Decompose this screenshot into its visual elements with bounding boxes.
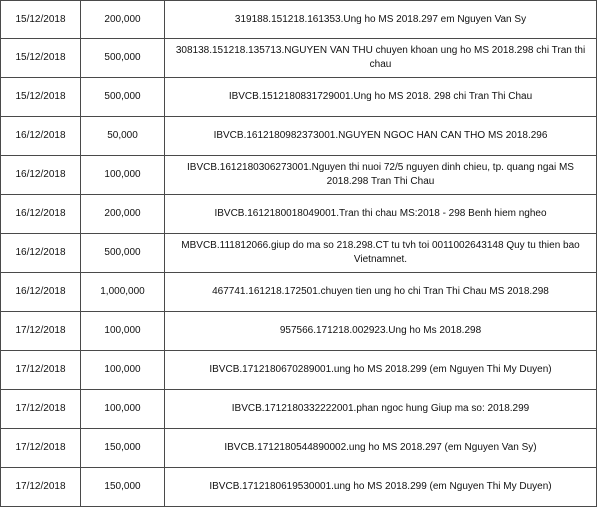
table-row <box>1 1 597 39</box>
description-cell: MBVCB.111812066.giup do ma so 218.298.CT tu tvh toi 0011002643148 Quy tu thien bao Vietnamnet. <box>165 234 597 273</box>
date-cell: 15/12/2018 <box>1 78 81 117</box>
table-body <box>1 1 597 507</box>
table-row <box>1 117 597 156</box>
table-row <box>1 312 597 351</box>
description-cell: 467741.161218.172501.chuyen tien ung ho chi Tran Thi Chau MS 2018.298 <box>165 273 597 312</box>
amount-cell: 100,000 <box>81 312 165 351</box>
date-cell: 15/12/2018 <box>1 1 81 39</box>
table-row <box>1 156 597 195</box>
date-cell: 16/12/2018 <box>1 156 81 195</box>
description-cell: 957566.171218.002923.Ung ho Ms 2018.298 <box>165 312 597 351</box>
date-cell: 15/12/2018 <box>1 39 81 78</box>
table-row <box>1 195 597 234</box>
date-cell: 17/12/2018 <box>1 429 81 468</box>
amount-cell: 500,000 <box>81 39 165 78</box>
amount-cell: 100,000 <box>81 351 165 390</box>
table-row <box>1 78 597 117</box>
date-cell: 17/12/2018 <box>1 312 81 351</box>
table-row <box>1 273 597 312</box>
description-cell: IBVCB.1612180306273001.Nguyen thi nuoi 72/5 nguyen dinh chieu, tp. quang ngai MS 2018.298 Tran Thi Chau <box>165 156 597 195</box>
date-cell: 16/12/2018 <box>1 234 81 273</box>
description-cell: IBVCB.1612180982373001.NGUYEN NGOC HAN CAN THO MS 2018.296 <box>165 117 597 156</box>
description-cell: IBVCB.1512180831729001.Ung ho MS 2018. 298 chi Tran Thi Chau <box>165 78 597 117</box>
amount-cell: 1,000,000 <box>81 273 165 312</box>
amount-cell: 500,000 <box>81 234 165 273</box>
description-cell: 308138.151218.135713.NGUYEN VAN THU chuyen khoan ung ho MS 2018.298 chi Tran thi chau <box>165 39 597 78</box>
date-cell: 16/12/2018 <box>1 117 81 156</box>
amount-cell: 150,000 <box>81 429 165 468</box>
table-row <box>1 390 597 429</box>
date-cell: 16/12/2018 <box>1 273 81 312</box>
amount-cell: 50,000 <box>81 117 165 156</box>
description-cell: IBVCB.1712180670289001.ung ho MS 2018.299 (em Nguyen Thi My Duyen) <box>165 351 597 390</box>
amount-cell: 200,000 <box>81 195 165 234</box>
date-cell: 17/12/2018 <box>1 390 81 429</box>
table-row <box>1 39 597 78</box>
description-cell: IBVCB.1712180619530001.ung ho MS 2018.299 (em Nguyen Thi My Duyen) <box>165 468 597 507</box>
amount-cell: 100,000 <box>81 156 165 195</box>
table-row <box>1 234 597 273</box>
table-row <box>1 429 597 468</box>
amount-cell: 500,000 <box>81 78 165 117</box>
description-cell: IBVCB.1612180018049001.Tran thi chau MS:2018 - 298 Benh hiem ngheo <box>165 195 597 234</box>
description-cell: 319188.151218.161353.Ung ho MS 2018.297 em Nguyen Van Sy <box>165 1 597 39</box>
amount-cell: 100,000 <box>81 390 165 429</box>
date-cell: 17/12/2018 <box>1 351 81 390</box>
date-cell: 17/12/2018 <box>1 468 81 507</box>
amount-cell: 150,000 <box>81 468 165 507</box>
description-cell: IBVCB.1712180332222001.phan ngoc hung Giup ma so: 2018.299 <box>165 390 597 429</box>
date-cell: 16/12/2018 <box>1 195 81 234</box>
amount-cell: 200,000 <box>81 1 165 39</box>
table-row <box>1 468 597 507</box>
description-cell: IBVCB.1712180544890002.ung ho MS 2018.297 (em Nguyen Van Sy) <box>165 429 597 468</box>
table-row <box>1 351 597 390</box>
